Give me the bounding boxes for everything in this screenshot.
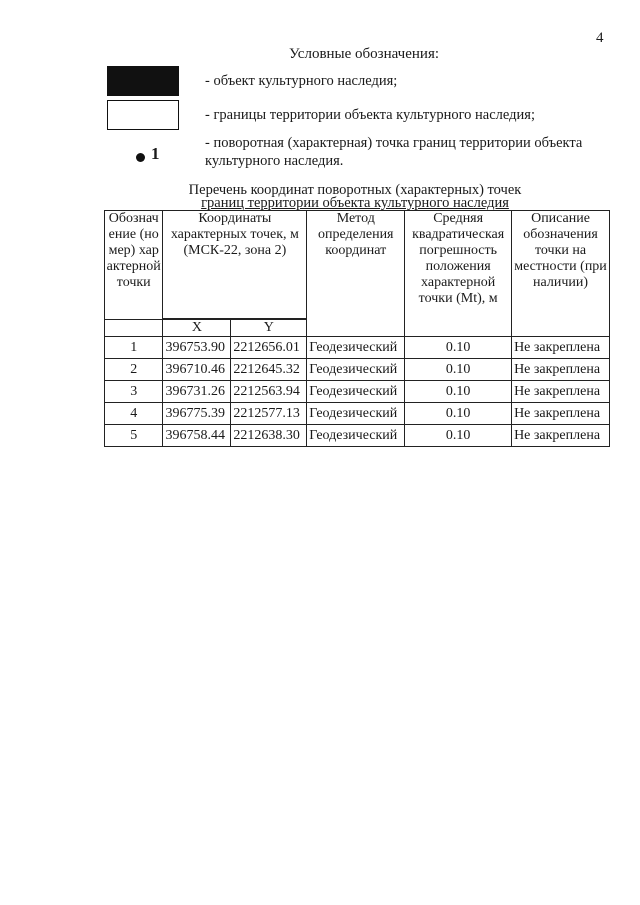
header-y: Y bbox=[231, 320, 307, 337]
table-row bbox=[105, 425, 610, 447]
table-title bbox=[0, 184, 640, 210]
cell-x: 396731.26 bbox=[163, 381, 231, 403]
cell-point-number: 4 bbox=[105, 403, 163, 425]
table-row bbox=[105, 337, 610, 359]
cell-point-number: 3 bbox=[105, 381, 163, 403]
cell-x: 396758.44 bbox=[163, 425, 231, 447]
header-point-number-spacer bbox=[105, 320, 163, 337]
turning-point-dot-icon bbox=[136, 153, 145, 162]
header-mean-error: Средняя квадратическая погрешность положения характерной точки (Mt), м bbox=[405, 211, 512, 337]
legend-item-boundary: - границы территории объекта культурного наследия; bbox=[205, 107, 535, 123]
cell-y: 2212577.13 bbox=[231, 403, 307, 425]
table-row bbox=[105, 359, 610, 381]
cell-point-number: 2 bbox=[105, 359, 163, 381]
legend-item-heritage-object: - объект культурного наследия; bbox=[205, 73, 398, 89]
table-title-line2: границ территории объекта культурного наследия bbox=[201, 195, 509, 211]
cell-description: Не закреплена bbox=[512, 403, 610, 425]
cell-method: Геодезический bbox=[307, 425, 405, 447]
cell-method: Геодезический bbox=[307, 381, 405, 403]
cell-point-number: 5 bbox=[105, 425, 163, 447]
cell-x: 396710.46 bbox=[163, 359, 231, 381]
cell-y: 2212645.32 bbox=[231, 359, 307, 381]
legend-heading: Условные обозначения: bbox=[288, 46, 440, 62]
cell-description: Не закреплена bbox=[512, 381, 610, 403]
header-x: X bbox=[163, 320, 231, 337]
cell-method: Геодезический bbox=[307, 337, 405, 359]
table-row bbox=[105, 381, 610, 403]
cell-x: 396753.90 bbox=[163, 337, 231, 359]
table-row bbox=[105, 403, 610, 425]
cell-description: Не закреплена bbox=[512, 359, 610, 381]
cell-mean-error: 0.10 bbox=[405, 403, 512, 425]
boundary-symbol bbox=[107, 100, 179, 130]
header-description: Описание обозначения точки на местности (при наличии) bbox=[512, 211, 610, 337]
page-number: 4 bbox=[596, 30, 604, 46]
legend-item-turning-point: - поворотная (характерная) точка границ территории объекта культурного наследия. bbox=[205, 135, 583, 169]
header-method: Метод определения координат bbox=[307, 211, 405, 337]
cell-mean-error: 0.10 bbox=[405, 337, 512, 359]
cell-method: Геодезический bbox=[307, 359, 405, 381]
cell-method: Геодезический bbox=[307, 403, 405, 425]
cell-y: 2212656.01 bbox=[231, 337, 307, 359]
cell-mean-error: 0.10 bbox=[405, 381, 512, 403]
cell-x: 396775.39 bbox=[163, 403, 231, 425]
cell-y: 2212563.94 bbox=[231, 381, 307, 403]
turning-point-marker-label: 1 bbox=[151, 144, 160, 163]
cell-mean-error: 0.10 bbox=[405, 359, 512, 381]
header-point-number: Обозначение (номер) характерной точки bbox=[105, 211, 163, 320]
header-coordinates: Координаты характерных точек, м (МСК-22, зона 2) bbox=[163, 211, 307, 319]
cell-point-number: 1 bbox=[105, 337, 163, 359]
cell-description: Не закреплена bbox=[512, 337, 610, 359]
cell-description: Не закреплена bbox=[512, 425, 610, 447]
coordinates-table bbox=[104, 210, 610, 447]
table-title-line1: Перечень координат поворотных (характерных) точек bbox=[188, 182, 522, 198]
cell-y: 2212638.30 bbox=[231, 425, 307, 447]
heritage-object-symbol bbox=[107, 66, 179, 96]
cell-mean-error: 0.10 bbox=[405, 425, 512, 447]
